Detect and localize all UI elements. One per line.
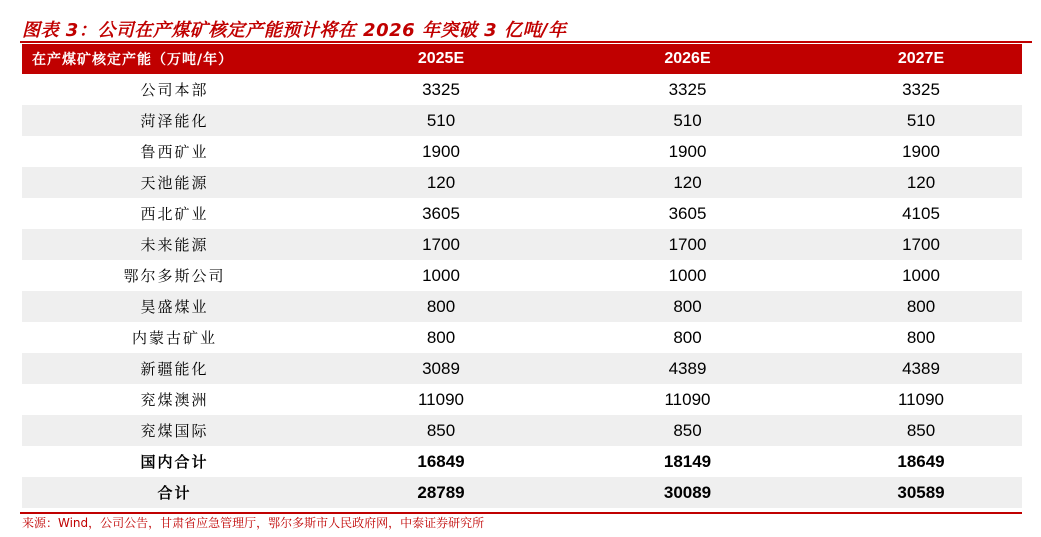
mine-name: 鄂尔多斯公司 (123, 267, 226, 285)
value-2025e: 28789 (417, 482, 465, 502)
value-2026e: 3325 (668, 79, 707, 99)
table-row (22, 198, 1022, 229)
value-2025e: 16849 (417, 451, 465, 471)
table-row (22, 229, 1022, 260)
mine-name: 天池能源 (140, 174, 209, 192)
value-2026e: 1000 (668, 265, 707, 285)
table-row (22, 291, 1022, 322)
value-2027e: 4389 (902, 358, 940, 378)
value-2025e: 800 (426, 327, 456, 347)
mine-name: 兖煤国际 (140, 422, 209, 440)
table-row (22, 353, 1022, 384)
value-2027e: 1000 (902, 265, 940, 285)
domestic-total-label: 国内合计 (140, 453, 209, 471)
value-2025e: 1700 (422, 234, 460, 254)
value-2026e: 18149 (663, 451, 712, 471)
table-row (22, 322, 1022, 353)
value-2026e: 4389 (668, 358, 707, 378)
table-row (22, 105, 1022, 136)
mine-name: 兖煤澳洲 (140, 391, 209, 409)
value-2025e: 3089 (422, 358, 460, 378)
source-note: 来源：Wind，公司公告，甘肃省应急管理厅，鄂尔多斯市人民政府网，中泰证券研究所 (22, 516, 485, 530)
mine-name: 西北矿业 (140, 205, 209, 223)
value-2027e: 4105 (902, 203, 940, 223)
mine-name: 新疆能化 (140, 360, 209, 378)
header-2027e: 2027E (897, 50, 945, 67)
value-2026e: 120 (673, 172, 702, 192)
figure-title: 图表 3：公司在产煤矿核定产能预计将在 2026 年突破 3 亿吨/年 (22, 20, 567, 41)
value-2025e: 3325 (422, 79, 460, 99)
table-row (22, 384, 1022, 415)
grand-total-label: 合计 (157, 484, 192, 502)
title-divider (20, 41, 1032, 43)
value-2026e: 800 (673, 327, 702, 347)
value-2025e: 3605 (422, 203, 460, 223)
value-2026e: 1700 (668, 234, 707, 254)
header-2026e: 2026E (664, 50, 711, 67)
grand-total-row (22, 477, 1022, 508)
table-header (22, 44, 1022, 74)
value-2027e: 1900 (902, 141, 940, 161)
mine-name: 内蒙古矿业 (131, 329, 217, 347)
value-2025e: 800 (426, 296, 456, 316)
value-2025e: 1000 (422, 265, 460, 285)
value-2026e: 3605 (668, 203, 707, 223)
mine-name: 菏泽能化 (140, 112, 209, 130)
mine-name: 鲁西矿业 (140, 143, 209, 161)
value-2027e: 850 (906, 420, 936, 440)
table-row (22, 260, 1022, 291)
value-2025e: 11090 (417, 389, 464, 409)
value-2027e: 30589 (897, 482, 945, 502)
value-2025e: 510 (426, 110, 456, 130)
table-row (22, 167, 1022, 198)
value-2027e: 1700 (902, 234, 940, 254)
value-2025e: 1900 (422, 141, 460, 161)
value-2027e: 800 (906, 296, 936, 316)
value-2026e: 1900 (668, 141, 707, 161)
value-2027e: 3325 (902, 79, 940, 99)
header-2025e: 2025E (417, 50, 465, 67)
value-2027e: 18649 (897, 451, 945, 471)
domestic-total-row (22, 446, 1022, 477)
table-row (22, 74, 1022, 105)
mine-name: 未来能源 (140, 236, 209, 254)
header-mine-capacity: 在产煤矿核定产能（万吨/年） (32, 52, 234, 68)
table-row (22, 415, 1022, 446)
value-2026e: 800 (673, 296, 702, 316)
value-2027e: 11090 (897, 389, 944, 409)
value-2027e: 800 (906, 327, 936, 347)
value-2027e: 120 (906, 172, 936, 192)
capacity-table (22, 44, 1022, 508)
mine-name: 昊盛煤业 (140, 298, 209, 316)
mine-name: 公司本部 (140, 81, 209, 99)
value-2026e: 11090 (664, 389, 711, 409)
value-2025e: 120 (426, 172, 456, 192)
value-2026e: 30089 (663, 482, 712, 502)
value-2026e: 510 (673, 110, 702, 130)
value-2026e: 850 (673, 420, 702, 440)
value-2025e: 850 (426, 420, 456, 440)
table-row (22, 136, 1022, 167)
value-2027e: 510 (906, 110, 936, 130)
